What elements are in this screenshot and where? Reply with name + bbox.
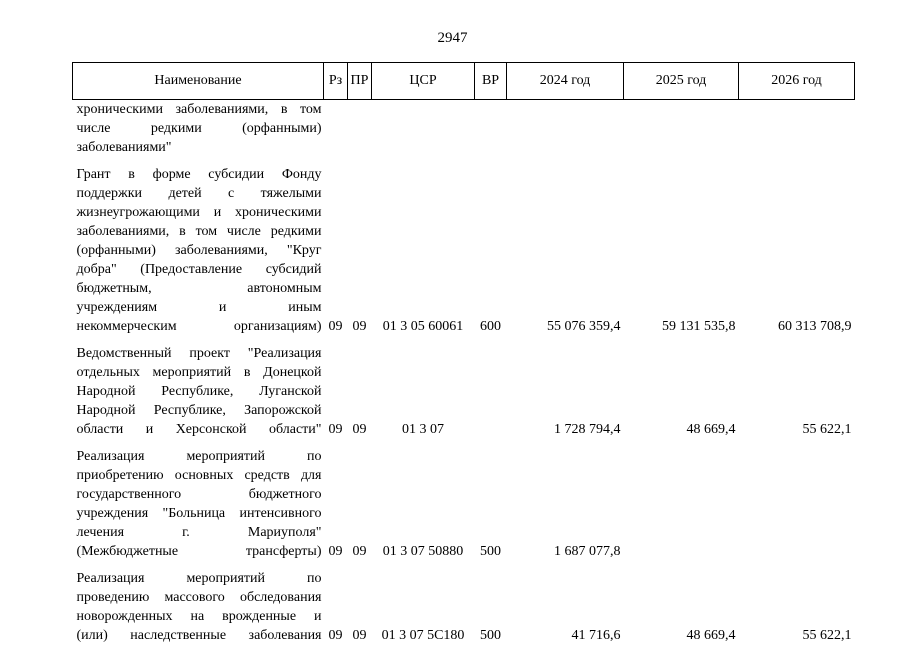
row-name-line: проведению массового обследования: [76, 590, 322, 605]
vr-cell: 500: [480, 544, 501, 559]
row-name-line: приобретению основных средств для: [76, 468, 322, 483]
value-2026-cell: 55 622,1: [802, 628, 852, 643]
value-2024-cell: 55 076 359,4: [547, 319, 621, 334]
value-2026-cell: [739, 100, 855, 158]
value-2024-cell: 41 716,6: [571, 628, 621, 643]
csr-cell: [372, 100, 475, 158]
header-vr: ВР: [475, 63, 507, 100]
value-2025-cell: 48 669,4: [686, 422, 736, 437]
value-2026-cell: 55 622,1: [802, 422, 852, 437]
row-name-line: Народной Республике, Луганской: [76, 384, 322, 399]
csr-cell: 01 3 07 5С180: [381, 628, 465, 643]
row-name-cell: [73, 344, 324, 439]
row-name-line: добра" (Предоставление субсидий: [76, 262, 322, 277]
rz-cell: 09: [328, 628, 343, 643]
row-name-line: числе редкими (орфанными): [76, 121, 322, 136]
table-row: [73, 100, 855, 158]
row-name-line: Народной Республике, Запорожской: [76, 403, 322, 418]
row-spacer: [73, 157, 855, 165]
value-2026-cell: 60 313 708,9: [778, 319, 852, 334]
rz-cell: [324, 100, 348, 158]
row-name-line: бюджетным, автономным: [76, 281, 322, 296]
header-name: Наименование: [73, 63, 324, 100]
vr-cell: [475, 100, 507, 158]
row-name-line: лечения г. Мариуполя": [76, 525, 322, 540]
header-pr: ПР: [348, 63, 372, 100]
rz-cell: 09: [328, 544, 343, 559]
row-name-line: учреждениям и иным: [76, 300, 322, 315]
row-name-line: хроническими заболеваниями, в том: [76, 102, 322, 117]
row-name-line: учреждения "Больница интенсивного: [76, 506, 322, 521]
value-2025-cell: 48 669,4: [686, 628, 736, 643]
row-name-line: Реализация мероприятий по: [76, 449, 322, 464]
value-2025-cell: [624, 100, 739, 158]
row-spacer: [73, 561, 855, 569]
row-name-line: области и Херсонской области": [76, 422, 322, 437]
row-name-line: новорожденных на врожденные и: [76, 609, 322, 624]
row-name-line: (орфанными) заболеваниями, "Круг: [76, 243, 322, 258]
row-name-line: Грант в форме субсидии Фонду: [76, 167, 322, 182]
pr-cell: 09: [352, 422, 367, 437]
header-2026: 2026 год: [739, 63, 855, 100]
header-2024: 2024 год: [507, 63, 624, 100]
row-name-cell: [73, 100, 324, 158]
row-name-line: (или) наследственные заболевания: [76, 628, 322, 643]
vr-cell: 500: [480, 628, 501, 643]
value-2024-cell: [507, 100, 624, 158]
page-number: 2947: [437, 30, 468, 46]
row-name-cell: [73, 165, 324, 336]
value-2024-cell: 1 687 077,8: [554, 544, 621, 559]
header-2025: 2025 год: [624, 63, 739, 100]
header-rz: Рз: [324, 63, 348, 100]
table-row: [73, 447, 855, 561]
row-name-line: жизнеугрожающими и хроническими: [76, 205, 322, 220]
pr-cell: 09: [352, 319, 367, 334]
pr-cell: 09: [352, 628, 367, 643]
row-name-line: государственного бюджетного: [76, 487, 322, 502]
row-spacer: [73, 439, 855, 447]
rz-cell: 09: [328, 319, 343, 334]
csr-cell: 01 3 05 60061: [382, 319, 464, 334]
row-name-line: некоммерческим организациям): [76, 319, 322, 334]
row-name-line: Ведомственный проект "Реализация: [76, 346, 322, 361]
rz-cell: 09: [328, 422, 343, 437]
row-name-cell: [73, 447, 324, 561]
value-2025-cell: 59 131 535,8: [662, 319, 736, 334]
row-spacer: [73, 336, 855, 344]
table-row: [73, 165, 855, 336]
value-2025-cell: [624, 447, 739, 561]
row-name-line: отдельных мероприятий в Донецкой: [76, 365, 322, 380]
row-name-line: заболеваниями, в том числе редкими: [76, 224, 322, 239]
budget-table: [72, 62, 855, 645]
pr-cell: 09: [352, 544, 367, 559]
csr-cell: 01 3 07 50880: [382, 544, 464, 559]
row-name-line: поддержки детей с тяжелыми: [76, 186, 322, 201]
row-name-line: заболеваниями": [76, 140, 172, 155]
table-header-row: [73, 63, 855, 100]
pr-cell: [348, 100, 372, 158]
vr-cell: 600: [480, 319, 501, 334]
vr-cell: [475, 344, 507, 439]
value-2026-cell: [739, 447, 855, 561]
value-2024-cell: 1 728 794,4: [554, 422, 621, 437]
csr-cell: 01 3 07: [402, 422, 444, 437]
row-name-cell: [73, 569, 324, 645]
header-csr: ЦСР: [372, 63, 475, 100]
row-name-line: Реализация мероприятий по: [76, 571, 322, 586]
table-row: [73, 344, 855, 439]
table-row: [73, 569, 855, 645]
row-name-line: (Межбюджетные трансферты): [76, 544, 322, 559]
